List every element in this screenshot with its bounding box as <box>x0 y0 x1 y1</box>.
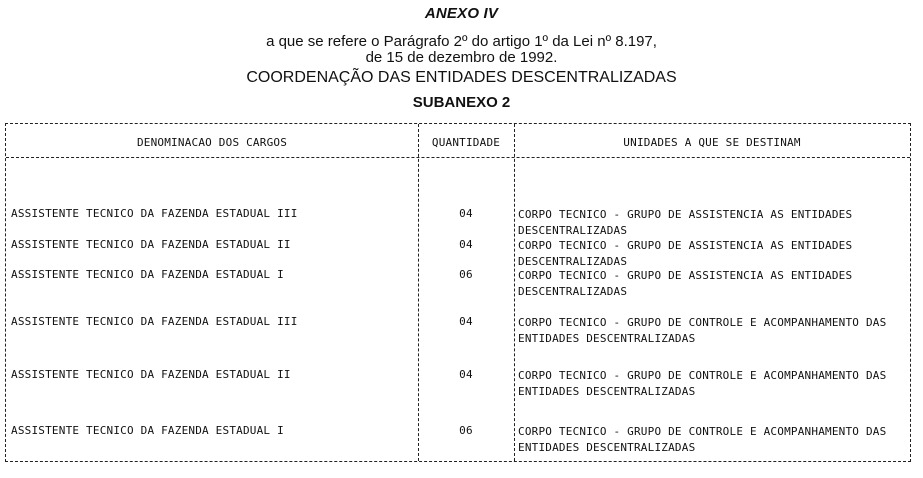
quantidade-cell: 06 <box>459 268 473 281</box>
table-row <box>6 207 910 237</box>
reference-line-2: de 15 de dezembro de 1992. <box>365 49 558 66</box>
quantidade-cell: 04 <box>459 207 473 220</box>
quantidade-cell: 04 <box>459 368 473 381</box>
unidade-cell: CORPO TECNICO - GRUPO DE CONTROLE E ACOMPANHAMENTO DAS ENTIDADES DESCENTRALIZADAS <box>518 425 887 454</box>
quantidade-cell: 06 <box>459 424 473 437</box>
unidade-cell: CORPO TECNICO - GRUPO DE ASSISTENCIA AS ENTIDADES DESCENTRALIZADAS <box>518 208 853 237</box>
column-header-cargos: DENOMINACAO DOS CARGOS <box>136 136 288 149</box>
positions-table <box>5 123 911 462</box>
subannex-title: SUBANEXO 2 <box>412 94 511 111</box>
column-header-quantidade: QUANTIDADE <box>431 136 501 149</box>
cargo-cell: ASSISTENTE TECNICO DA FAZENDA ESTADUAL I <box>11 268 284 281</box>
table-row <box>6 268 910 298</box>
table-row <box>6 238 910 268</box>
table-row <box>6 368 910 398</box>
coordination-title: COORDENAÇÃO DAS ENTIDADES DESCENTRALIZADAS <box>246 69 677 86</box>
annex-title: ANEXO IV <box>424 5 499 22</box>
unidade-cell: CORPO TECNICO - GRUPO DE ASSISTENCIA AS ENTIDADES DESCENTRALIZADAS <box>518 269 853 298</box>
cargo-cell: ASSISTENTE TECNICO DA FAZENDA ESTADUAL III <box>11 315 298 328</box>
unidade-cell: CORPO TECNICO - GRUPO DE ASSISTENCIA AS ENTIDADES DESCENTRALIZADAS <box>518 239 853 268</box>
cargo-cell: ASSISTENTE TECNICO DA FAZENDA ESTADUAL II <box>11 238 291 251</box>
unidade-cell: CORPO TECNICO - GRUPO DE CONTROLE E ACOMPANHAMENTO DAS ENTIDADES DESCENTRALIZADAS <box>518 369 887 398</box>
cargo-cell: ASSISTENTE TECNICO DA FAZENDA ESTADUAL III <box>11 207 298 220</box>
table-row <box>6 424 910 454</box>
table-row <box>6 315 910 345</box>
quantidade-cell: 04 <box>459 238 473 251</box>
cargo-cell: ASSISTENTE TECNICO DA FAZENDA ESTADUAL I <box>11 424 284 437</box>
unidade-cell: CORPO TECNICO - GRUPO DE CONTROLE E ACOMPANHAMENTO DAS ENTIDADES DESCENTRALIZADAS <box>518 316 887 345</box>
header-divider <box>6 157 910 158</box>
column-header-unidades: UNIDADES A QUE SE DESTINAM <box>623 136 801 149</box>
cargo-cell: ASSISTENTE TECNICO DA FAZENDA ESTADUAL II <box>11 368 291 381</box>
reference-line-1: a que se refere o Parágrafo 2º do artigo 1º da Lei nº 8.197, <box>266 33 657 50</box>
quantidade-cell: 04 <box>459 315 473 328</box>
